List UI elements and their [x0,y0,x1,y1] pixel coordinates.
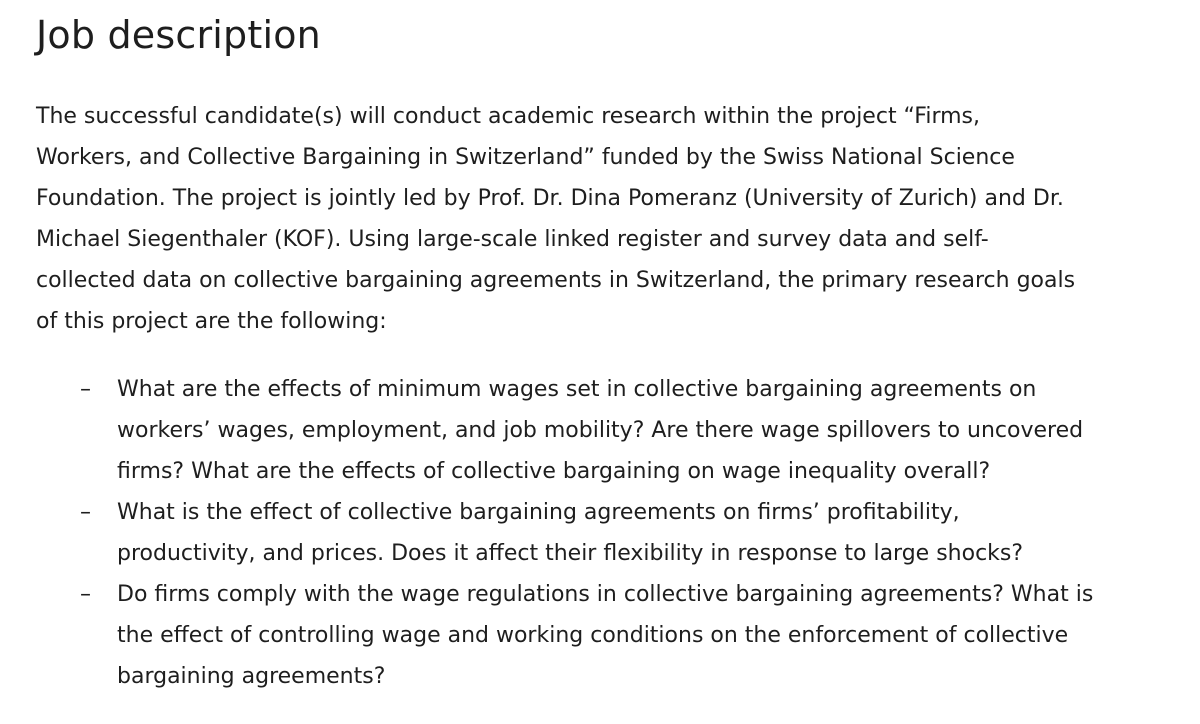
intro-paragraph [36,96,1166,342]
research-goal-line: the effect of controlling wage and working conditions on the enforcement of collective [117,623,1069,648]
section-heading: Job description [36,13,321,57]
research-goal-item [36,369,1176,492]
intro-line: of this project are the following: [36,309,387,334]
research-goal-line: What are the effects of minimum wages set in collective bargaining agreements on [117,377,1037,402]
intro-line: Foundation. The project is jointly led by Prof. Dr. Dina Pomeranz (University of Zurich) and Dr. [36,186,1064,211]
dash-bullet-marker: – [80,377,91,402]
intro-line: Workers, and Collective Bargaining in Switzerland” funded by the Swiss National Science [36,145,1015,170]
research-goal-line: productivity, and prices. Does it affect their flexibility in response to large shocks? [117,541,1024,566]
intro-line: collected data on collective bargaining agreements in Switzerland, the primary research goals [36,268,1076,293]
dash-bullet-marker: – [80,500,91,525]
research-goal-line: bargaining agreements? [117,664,386,689]
research-goal-line: Do firms comply with the wage regulations in collective bargaining agreements? What is [117,582,1094,607]
intro-line: The successful candidate(s) will conduct academic research within the project “Firms, [36,104,980,129]
research-goal-line: firms? What are the effects of collective bargaining on wage inequality overall? [117,459,991,484]
research-goal-item [36,492,1176,574]
research-goals-list [36,369,1176,697]
research-goal-line: What is the effect of collective bargaining agreements on firms’ profitability, [117,500,960,525]
research-goal-item [36,574,1176,697]
intro-line: Michael Siegenthaler (KOF). Using large-scale linked register and survey data and self- [36,227,989,252]
research-goal-line: workers’ wages, employment, and job mobility? Are there wage spillovers to uncovered [117,418,1084,443]
dash-bullet-marker: – [80,582,91,607]
